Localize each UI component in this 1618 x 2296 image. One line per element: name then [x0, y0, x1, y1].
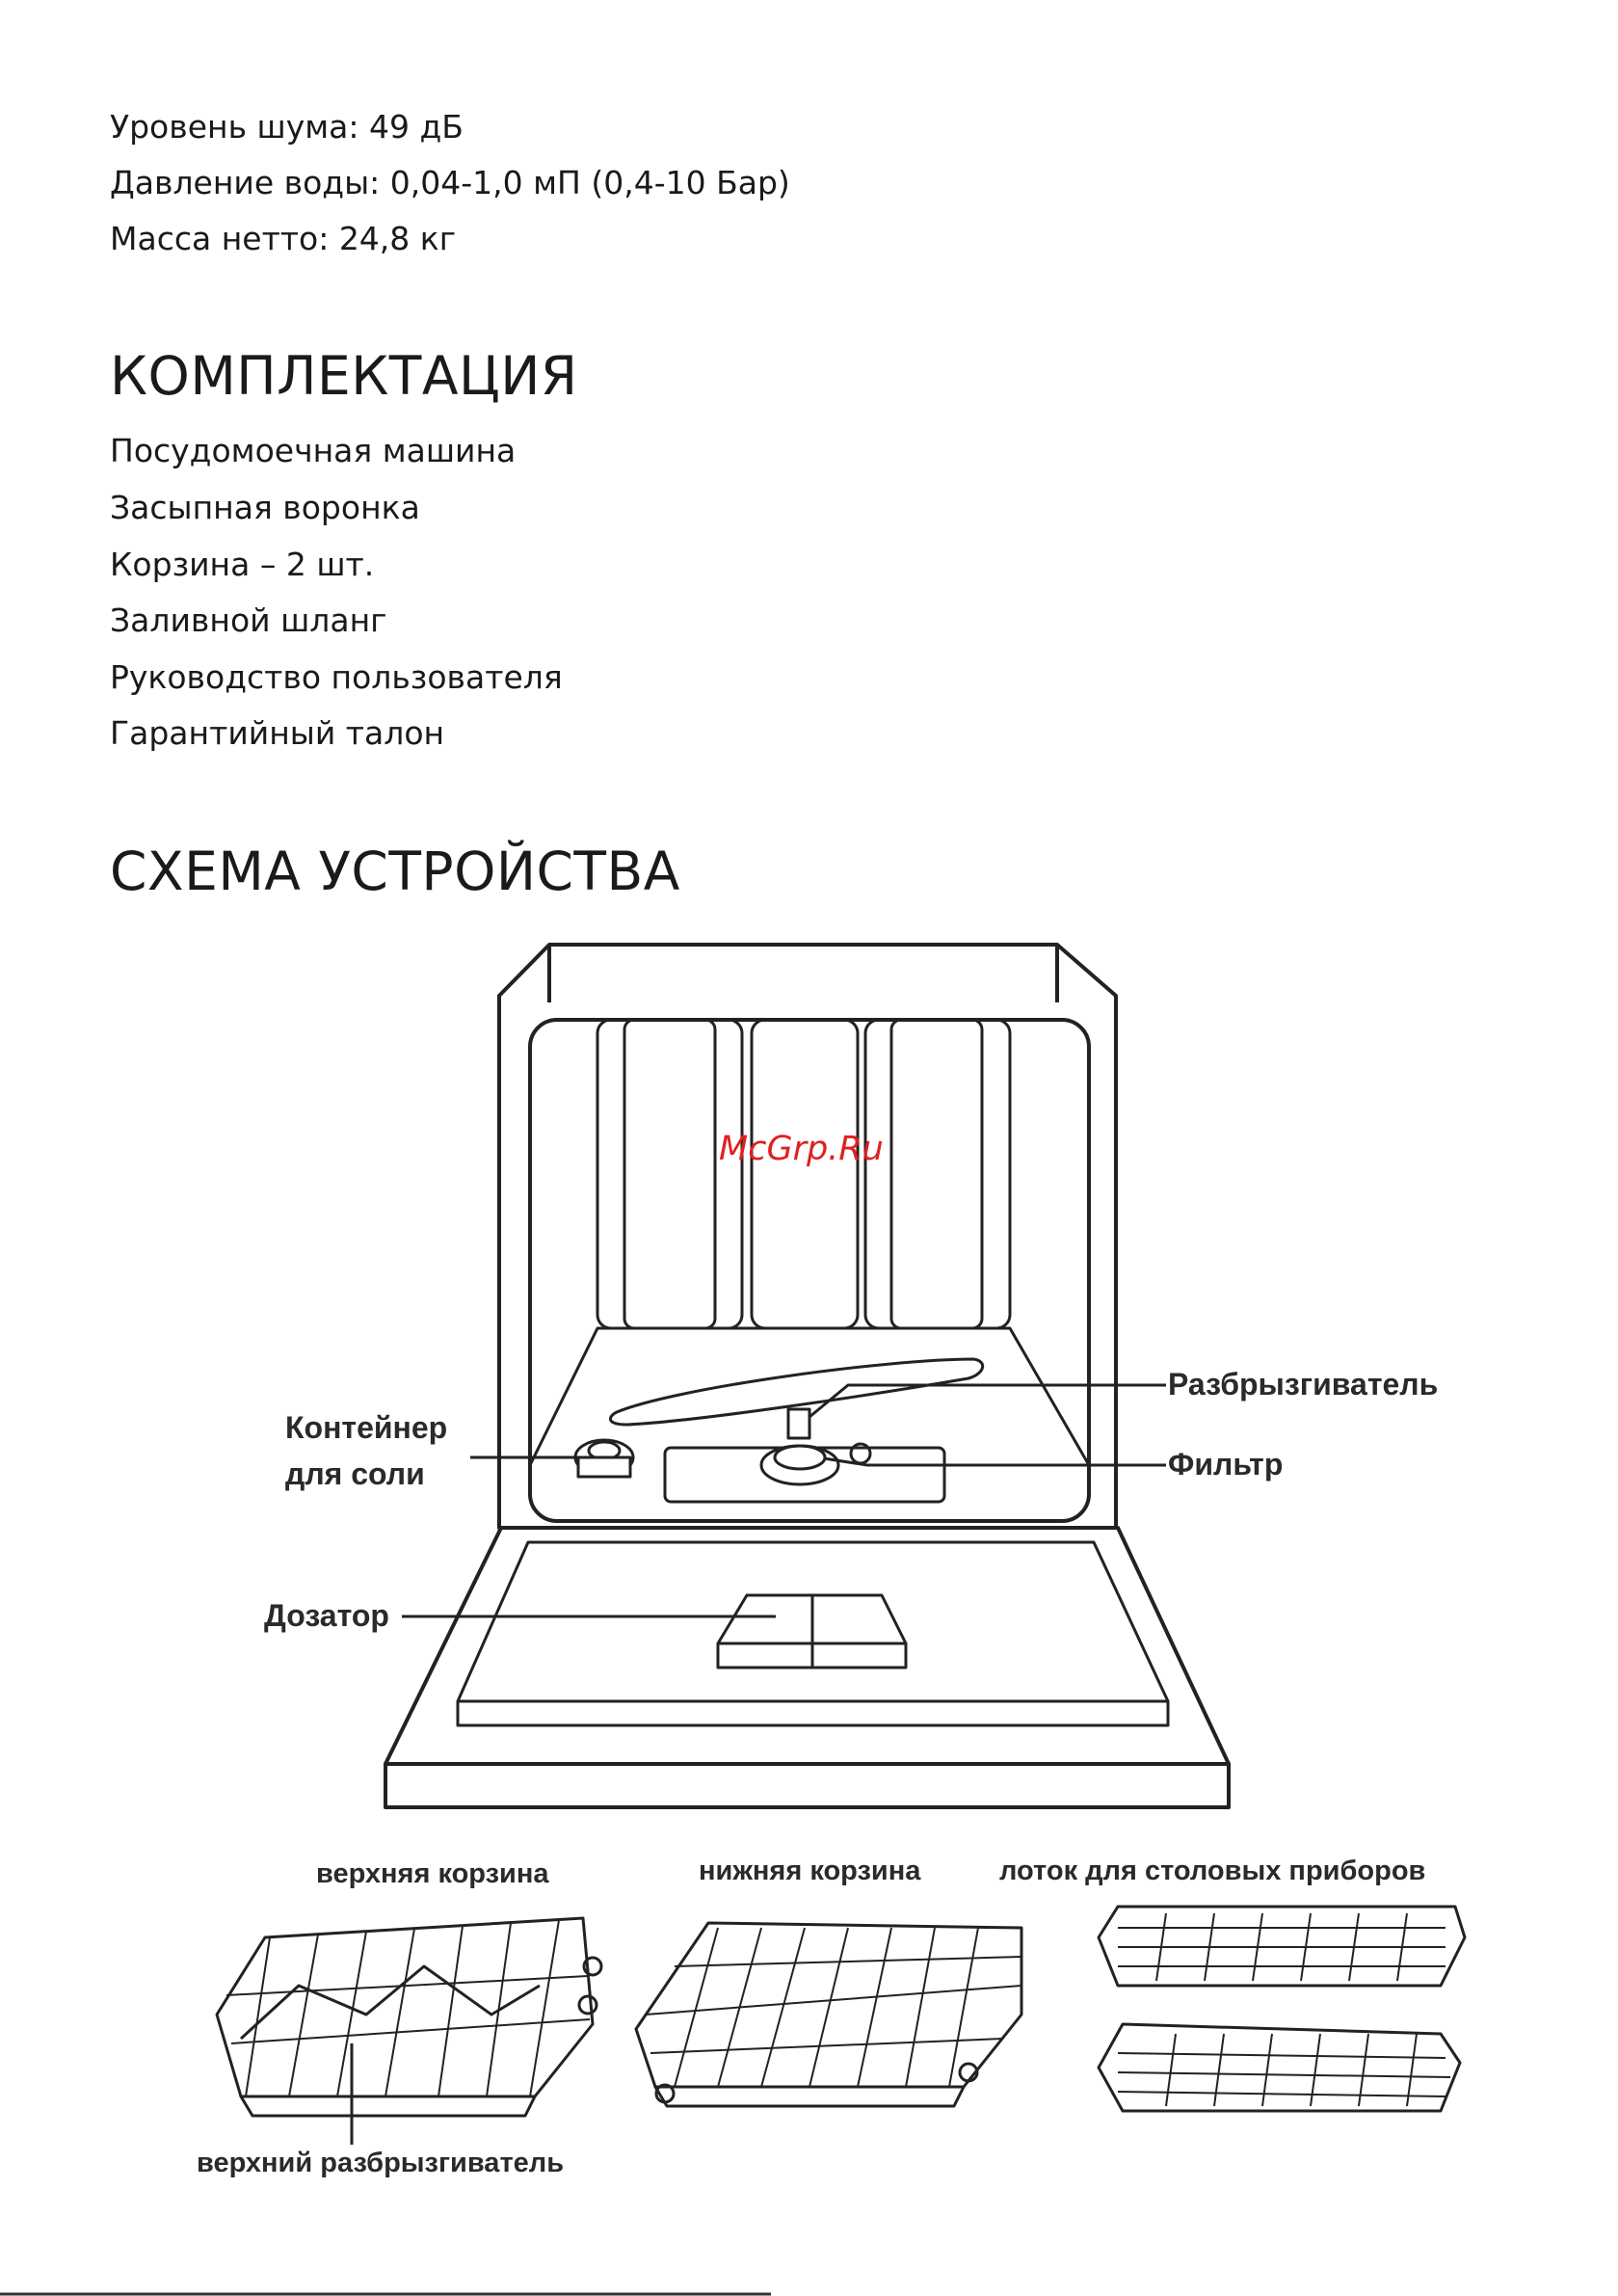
- label-upper-sprayer: верхний разбрызгиватель: [197, 2148, 565, 2178]
- spec-water-pressure: Давление воды: 0,04-1,0 мП (0,4-10 Бар): [110, 164, 790, 201]
- label-lower-basket: нижняя корзина: [699, 1855, 921, 1886]
- package-heading: КОМПЛЕКТАЦИЯ: [110, 345, 578, 407]
- package-item: Посудомоечная машина: [110, 432, 517, 469]
- dishwasher-body: [385, 945, 1229, 1807]
- label-cutlery-tray: лоток для столовых приборов: [999, 1855, 1426, 1886]
- package-item: Гарантийный талон: [110, 714, 445, 752]
- package-item: Засыпная воронка: [110, 489, 420, 526]
- scheme-heading-text: СХЕМА УСТРОЙСТВА: [110, 841, 680, 902]
- label-upper-basket: верхняя корзина: [316, 1858, 549, 1889]
- spec-net-weight: Масса нетто: 24,8 кг: [110, 220, 457, 257]
- package-item: Руководство пользователя: [110, 658, 563, 696]
- lower-basket: [636, 1923, 1021, 2106]
- callout-filter: Фильтр: [1168, 1447, 1284, 1482]
- package-item: Корзина – 2 шт.: [110, 546, 375, 583]
- upper-basket: [217, 1918, 601, 2145]
- watermark: McGrp.Ru: [719, 1130, 884, 1168]
- callout-dispenser: Дозатор: [264, 1598, 389, 1633]
- callout-salt-container-line1: Контейнер: [285, 1410, 448, 1445]
- callout-sprayer: Разбрызгиватель: [1168, 1367, 1439, 1402]
- callout-salt-container-line2: для соли: [285, 1456, 425, 1491]
- package-item: Заливной шланг: [110, 601, 387, 639]
- spec-noise: Уровень шума: 49 дБ: [110, 108, 464, 146]
- cutlery-trays: [1099, 1907, 1465, 2111]
